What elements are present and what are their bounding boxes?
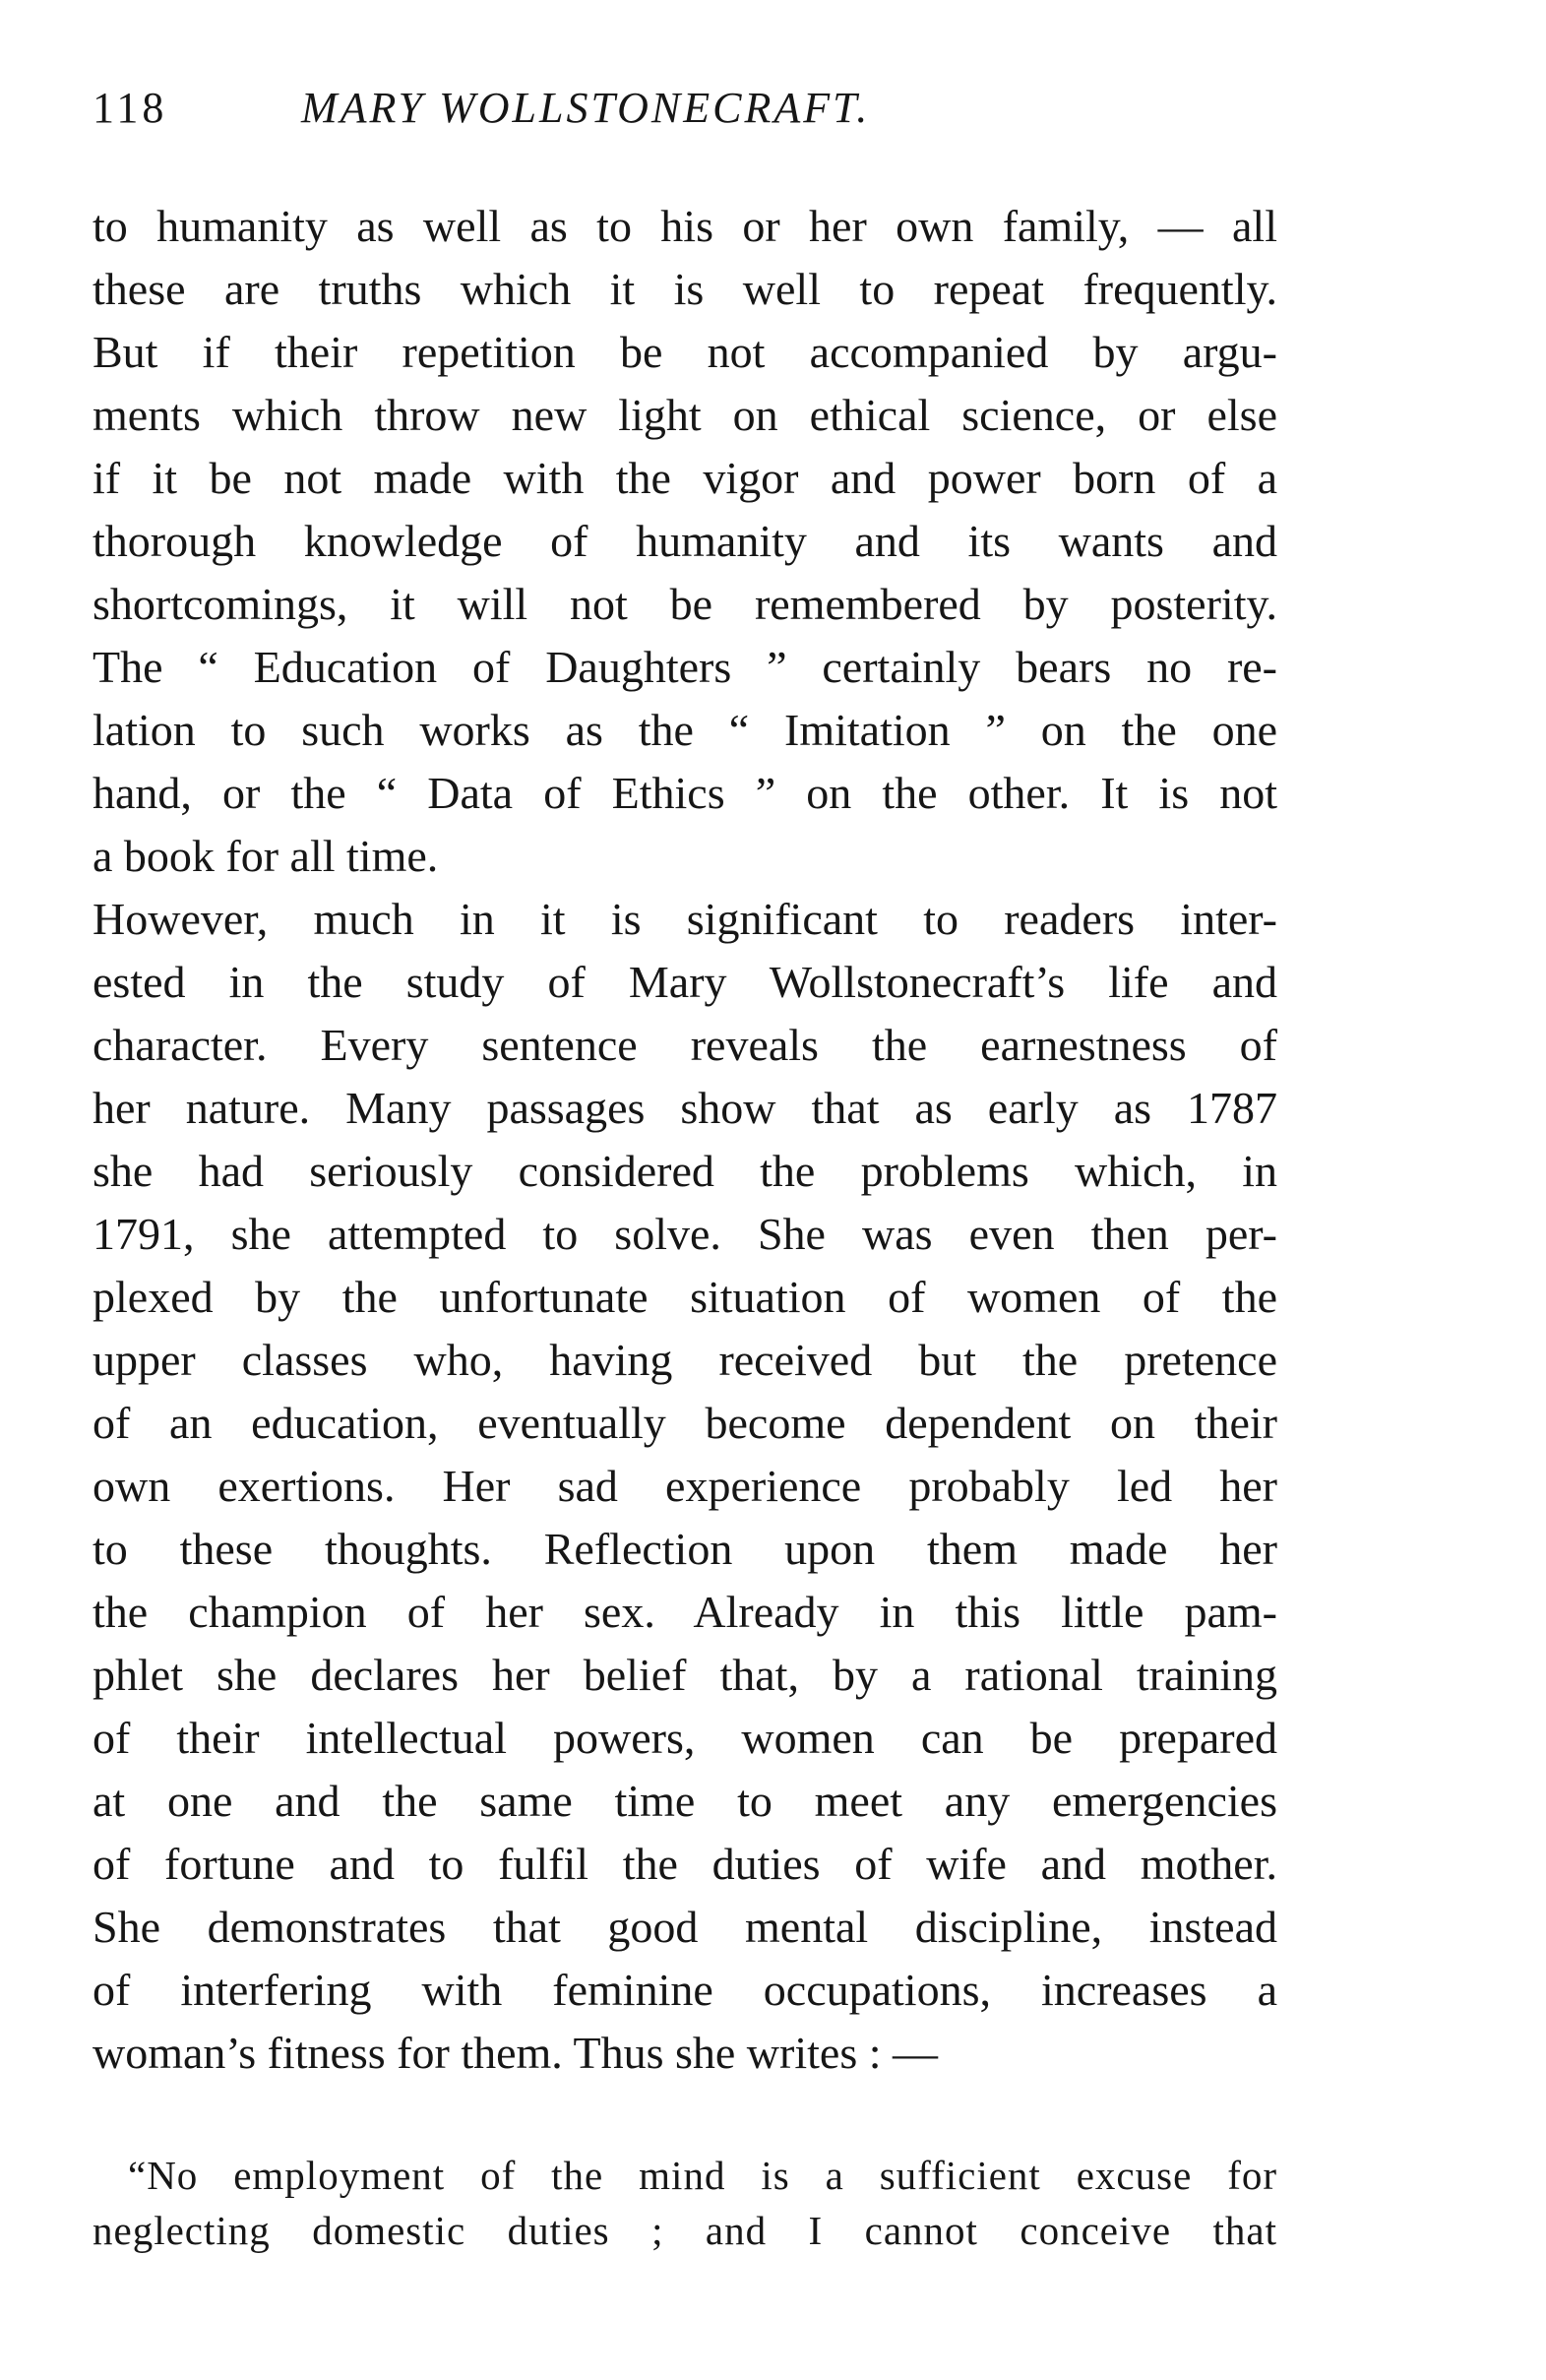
text-line: 1791, she attempted to solve. She was even then per- bbox=[93, 1209, 1277, 1259]
text-line: hand, or the “ Data of Ethics ” on the other. It is not bbox=[93, 768, 1277, 818]
text-line: her nature. Many passages show that as early as 1787 bbox=[93, 1083, 1277, 1133]
text-line: of interfering with feminine occupations, increases a bbox=[93, 1965, 1277, 2015]
text-line: to humanity as well as to his or her own family, — all bbox=[93, 201, 1277, 251]
page-number: 118 bbox=[93, 84, 168, 132]
text-line: ments which throw new light on ethical science, or else bbox=[93, 390, 1277, 440]
text-line: ested in the study of Mary Wollstonecraft’s life and bbox=[93, 957, 1277, 1007]
text-line: these are truths which it is well to repeat frequently. bbox=[93, 264, 1277, 314]
text-line: plexed by the unfortunate situation of women of the bbox=[93, 1272, 1277, 1322]
text-line: thorough knowledge of humanity and its wants and bbox=[93, 516, 1277, 566]
text-line: of an education, eventually become dependent on their bbox=[93, 1398, 1277, 1448]
quote-line: neglecting domestic duties ; and I cannot conceive that bbox=[93, 2208, 1277, 2253]
text-line: upper classes who, having received but the pretence bbox=[93, 1335, 1277, 1385]
text-line: if it be not made with the vigor and power born of a bbox=[93, 453, 1277, 503]
text-line: shortcomings, it will not be remembered by posterity. bbox=[93, 579, 1277, 629]
text-line: lation to such works as the “ Imitation ” on the one bbox=[93, 705, 1277, 755]
quote-line: “No employment of the mind is a sufficient excuse for bbox=[128, 2153, 1277, 2198]
text-line: phlet she declares her belief that, by a rational training bbox=[93, 1650, 1277, 1700]
text-line: character. Every sentence reveals the earnestness of bbox=[93, 1020, 1277, 1070]
running-title: MARY WOLLSTONECRAFT. bbox=[301, 84, 871, 132]
page-header bbox=[93, 83, 1293, 152]
text-line: to these thoughts. Reflection upon them made her bbox=[93, 1524, 1277, 1574]
text-line: of their intellectual powers, women can be prepared bbox=[93, 1713, 1277, 1763]
body-text bbox=[93, 195, 1277, 2085]
text-line: But if their repetition be not accompanied by argu- bbox=[93, 327, 1277, 377]
text-line: The “ Education of Daughters ” certainly bears no re- bbox=[93, 642, 1277, 692]
text-line: the champion of her sex. Already in this little pam- bbox=[93, 1587, 1277, 1637]
text-line: she had seriously considered the problems which, in bbox=[93, 1146, 1277, 1196]
text-line: woman’s fitness for them. Thus she writes : — bbox=[93, 2028, 938, 2078]
text-line: of fortune and to fulfil the duties of wife and mother. bbox=[93, 1839, 1277, 1889]
text-line: However, much in it is significant to readers inter- bbox=[93, 894, 1277, 944]
block-quote bbox=[93, 2148, 1277, 2258]
text-line: at one and the same time to meet any emergencies bbox=[93, 1776, 1277, 1826]
text-line: a book for all time. bbox=[93, 831, 439, 881]
text-line: own exertions. Her sad experience probably led her bbox=[93, 1461, 1277, 1511]
text-line: She demonstrates that good mental discipline, instead bbox=[93, 1902, 1277, 1952]
